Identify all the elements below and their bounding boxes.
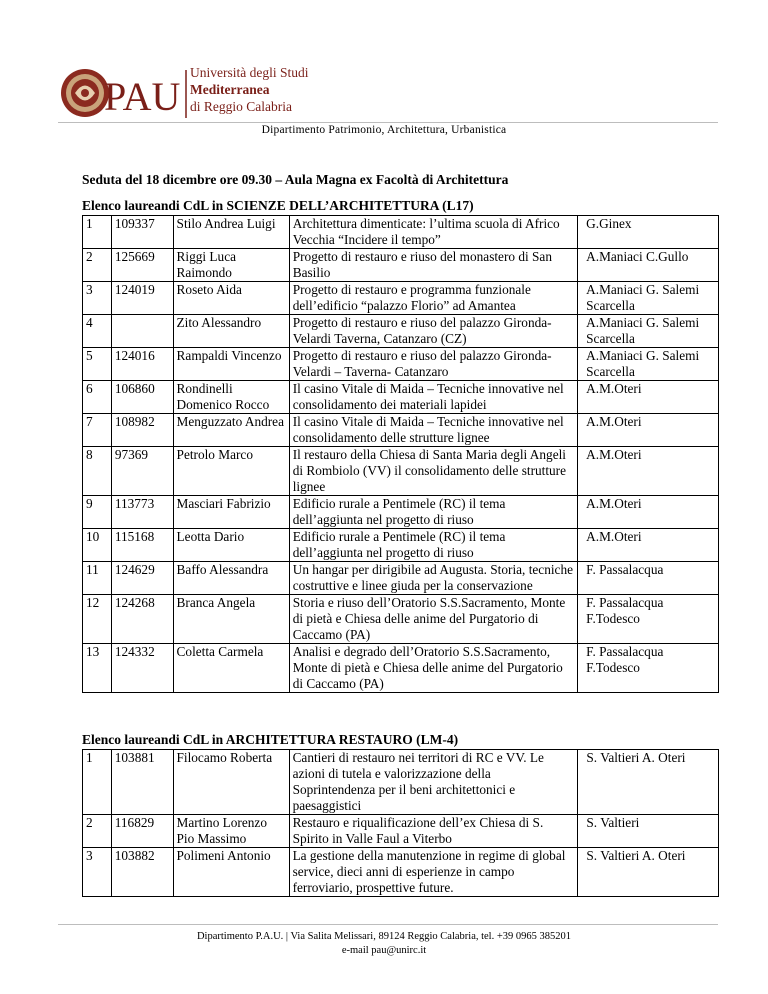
student-name: Filocamo Roberta [173, 750, 289, 815]
row-number: 8 [83, 447, 112, 496]
table-lm4 [82, 749, 719, 897]
row-number: 9 [83, 496, 112, 529]
row-number: 4 [83, 315, 112, 348]
supervisor: A.Maniaci C.Gullo [578, 249, 719, 282]
university-name [190, 64, 309, 115]
letterhead [58, 62, 718, 122]
table-row [83, 216, 719, 249]
supervisor: F. Passalacqua [578, 562, 719, 595]
university-line-3: di Reggio Calabria [190, 99, 292, 114]
row-number: 5 [83, 348, 112, 381]
student-name: Rampaldi Vincenzo [173, 348, 289, 381]
student-id: 124019 [111, 282, 173, 315]
student-name: Leotta Dario [173, 529, 289, 562]
student-name: Branca Angela [173, 595, 289, 644]
table-row [83, 595, 719, 644]
student-id: 106860 [111, 381, 173, 414]
department-name: Dipartimento Patrimonio, Architettura, Urbanistica [261, 124, 507, 136]
row-number: 1 [83, 750, 112, 815]
student-name: Menguzzato Andrea [173, 414, 289, 447]
thesis-title: Il casino Vitale di Maida – Tecniche innovative nel consolidamento dei materiali lapidei [289, 381, 577, 414]
table-row [83, 447, 719, 496]
thesis-title: Edificio rurale a Pentimele (RC) il tema dell’aggiunta nel progetto di riuso [289, 529, 577, 562]
supervisor: G.Ginex [578, 216, 719, 249]
thesis-title: Il restauro della Chiesa di Santa Maria degli Angeli di Rombiolo (VV) il consolidamento delle strutture lignee [289, 447, 577, 496]
row-number: 10 [83, 529, 112, 562]
student-name: Masciari Fabrizio [173, 496, 289, 529]
table-row [83, 249, 719, 282]
row-number: 6 [83, 381, 112, 414]
student-name: Baffo Alessandra [173, 562, 289, 595]
supervisor: S. Valtieri [578, 815, 719, 848]
thesis-title: Restauro e riqualificazione dell’ex Chiesa di S. Spirito in Valle Faul a Viterbo [289, 815, 578, 848]
footer-email: e-mail pau@unirc.it [341, 945, 427, 956]
supervisor: F. Passalacqua F.Todesco [578, 595, 719, 644]
row-number: 12 [83, 595, 112, 644]
supervisor: A.M.Oteri [578, 447, 719, 496]
thesis-title: Progetto di restauro e programma funzionale dell’edificio “palazzo Florio” ad Amantea [289, 282, 577, 315]
table-row [83, 348, 719, 381]
thesis-title: Progetto di restauro e riuso del palazzo Gironda-Velardi – Taverna- Catanzaro [289, 348, 577, 381]
student-name: Zito Alessandro [173, 315, 289, 348]
row-number: 11 [83, 562, 112, 595]
table-row [83, 496, 719, 529]
table-row [83, 750, 719, 815]
table-row [83, 282, 719, 315]
supervisor: A.M.Oteri [578, 381, 719, 414]
student-name: Polimeni Antonio [173, 848, 289, 897]
logo-text: PAU [104, 74, 181, 119]
supervisor: A.M.Oteri [578, 529, 719, 562]
thesis-title: Progetto di restauro e riuso del monastero di San Basilio [289, 249, 577, 282]
thesis-title: Edificio rurale a Pentimele (RC) il tema dell’aggiunta nel progetto di riuso [289, 496, 577, 529]
student-id [111, 315, 173, 348]
student-id: 124629 [111, 562, 173, 595]
row-number: 2 [83, 815, 112, 848]
table-row [83, 815, 719, 848]
thesis-title: Analisi e degrado dell’Oratorio S.S.Sacramento, Monte di pietà e Chiesa delle anime del Purgatorio di Caccamo (PA) [289, 644, 577, 693]
student-name: Roseto Aida [173, 282, 289, 315]
pau-logo [58, 66, 198, 120]
student-name: Riggi Luca Raimondo [173, 249, 289, 282]
row-number: 7 [83, 414, 112, 447]
section-title-l17: Elenco laureandi CdL in SCIENZE DELL’ARCHITETTURA (L17) [82, 198, 474, 213]
thesis-title: Il casino Vitale di Maida – Tecniche innovative nel consolidamento delle strutture lignee [289, 414, 577, 447]
session-heading: Seduta del 18 dicembre ore 09.30 – Aula Magna ex Facoltà di Architettura [82, 172, 509, 187]
supervisor: S. Valtieri A. Oteri [578, 848, 719, 897]
table-row [83, 644, 719, 693]
university-line-2: Mediterranea [190, 82, 270, 97]
student-id: 97369 [111, 447, 173, 496]
table-row [83, 562, 719, 595]
thesis-title: Storia e riuso dell’Oratorio S.S.Sacramento, Monte di pietà e Chiesa delle anime del Purgatorio di Caccamo (PA) [289, 595, 577, 644]
supervisor: A.Maniaci G. Salemi Scarcella [578, 348, 719, 381]
supervisor: A.Maniaci G. Salemi Scarcella [578, 282, 719, 315]
section-title-lm4: Elenco laureandi CdL in ARCHITETTURA RESTAURO (LM-4) [82, 732, 459, 747]
footer-address: Dipartimento P.A.U. | Via Salita Melissari, 89124 Reggio Calabria, tel. +39 0965 385201 [196, 931, 572, 942]
supervisor: S. Valtieri A. Oteri [578, 750, 719, 815]
row-number: 1 [83, 216, 112, 249]
student-id: 125669 [111, 249, 173, 282]
table-row [83, 414, 719, 447]
table-l17 [82, 215, 719, 693]
row-number: 3 [83, 282, 112, 315]
student-id: 103882 [111, 848, 173, 897]
thesis-title: Architettura dimenticate: l’ultima scuola di Africo Vecchia “Incidere il tempo” [289, 216, 577, 249]
student-name: Petrolo Marco [173, 447, 289, 496]
row-number: 2 [83, 249, 112, 282]
row-number: 13 [83, 644, 112, 693]
table-row [83, 529, 719, 562]
student-id: 113773 [111, 496, 173, 529]
supervisor: F. Passalacqua F.Todesco [578, 644, 719, 693]
table-row [83, 848, 719, 897]
footer-divider [58, 924, 718, 925]
student-id: 115168 [111, 529, 173, 562]
student-id: 124268 [111, 595, 173, 644]
student-id: 124332 [111, 644, 173, 693]
student-name: Martino Lorenzo Pio Massimo [173, 815, 289, 848]
thesis-title: Cantieri di restauro nei territori di RC e VV. Le azioni di tutela e valorizzazione della Soprintendenza per il beni architettonici e paesaggistici [289, 750, 578, 815]
student-id: 103881 [111, 750, 173, 815]
student-id: 108982 [111, 414, 173, 447]
supervisor: A.M.Oteri [578, 414, 719, 447]
student-name: Coletta Carmela [173, 644, 289, 693]
student-id: 109337 [111, 216, 173, 249]
footer [0, 930, 768, 958]
supervisor: A.Maniaci G. Salemi Scarcella [578, 315, 719, 348]
student-id: 116829 [111, 815, 173, 848]
header-divider [58, 122, 718, 123]
table-row [83, 315, 719, 348]
student-name: Stilo Andrea Luigi [173, 216, 289, 249]
university-line-1: Università degli Studi [190, 65, 309, 80]
thesis-title: Progetto di restauro e riuso del palazzo Gironda-Velardi Taverna, Catanzaro (CZ) [289, 315, 577, 348]
supervisor: A.M.Oteri [578, 496, 719, 529]
table-row [83, 381, 719, 414]
student-id: 124016 [111, 348, 173, 381]
thesis-title: Un hangar per dirigibile ad Augusta. Storia, tecniche costruttive e linee giuda per la conservazione [289, 562, 577, 595]
row-number: 3 [83, 848, 112, 897]
student-name: Rondinelli Domenico Rocco [173, 381, 289, 414]
thesis-title: La gestione della manutenzione in regime di global service, dieci anni di esperienze in campo ferroviario, prospettive future. [289, 848, 578, 897]
